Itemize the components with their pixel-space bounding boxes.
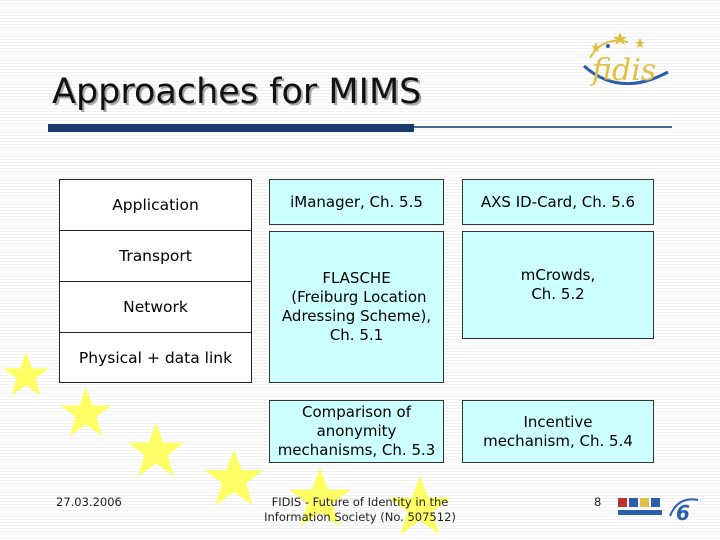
- box-name: AXS ID-Card: [480, 192, 573, 211]
- footer-date: 27.03.2006: [56, 495, 122, 509]
- box-line: Ch. 5.2: [531, 285, 585, 303]
- box-name: Comparison: [301, 403, 392, 421]
- layer-transport: [59, 230, 252, 282]
- layer-label: Transport: [119, 247, 192, 265]
- title-underline-bar: [48, 124, 414, 132]
- layer-label: Application: [112, 196, 199, 214]
- box-comparison: [269, 400, 444, 463]
- box-line: Adressing Scheme),: [281, 307, 432, 325]
- box-line: mechanisms, Ch. 5.3: [277, 441, 436, 459]
- box-line: Ch. 5.1: [329, 326, 384, 344]
- page-number: 8: [594, 495, 602, 509]
- box-incentive: [462, 400, 654, 463]
- star-icon: [128, 423, 185, 477]
- footer-line: FIDIS - Future of Identity in the: [271, 495, 449, 509]
- box-axs: [462, 179, 654, 225]
- title-underline-thin: [414, 126, 672, 128]
- slide-title: Approaches for MIMS: [52, 72, 422, 112]
- layer-application: [59, 179, 252, 231]
- box-name: iManager: [290, 192, 360, 211]
- box-name: Incentive: [523, 412, 593, 431]
- footer-line: Information Society (No. 507512): [264, 510, 456, 524]
- layer-label: Physical + data link: [78, 348, 233, 367]
- box-name: mCrowds: [520, 266, 591, 284]
- box-line: anonymity: [316, 422, 397, 440]
- box-ref: , Ch. 5.4: [569, 431, 633, 450]
- box-ref: of: [391, 403, 412, 421]
- star-icon: [3, 352, 49, 395]
- box-name: mechanism: [483, 431, 570, 450]
- box-ref: , Ch. 5.5: [360, 192, 423, 211]
- box-ref: ,: [590, 266, 596, 284]
- box-ref: , Ch. 5.6: [572, 192, 636, 211]
- box-imanager: [269, 179, 444, 225]
- svg-text:6: 6: [676, 501, 690, 525]
- box-line: (Freiburg Location: [286, 288, 427, 306]
- ist-logo: [614, 494, 706, 526]
- footer-project: [240, 495, 480, 525]
- star-icon: [60, 387, 111, 435]
- box-line: FLASCHE: [322, 269, 391, 287]
- box-mcrowds: [462, 231, 654, 339]
- layer-label: Network: [123, 298, 188, 316]
- fidis-logo: [580, 28, 672, 100]
- layer-network: [59, 281, 252, 333]
- box-flasche: [269, 231, 444, 383]
- svg-text:fidis: fidis: [592, 53, 657, 88]
- layer-physical: [59, 332, 252, 383]
